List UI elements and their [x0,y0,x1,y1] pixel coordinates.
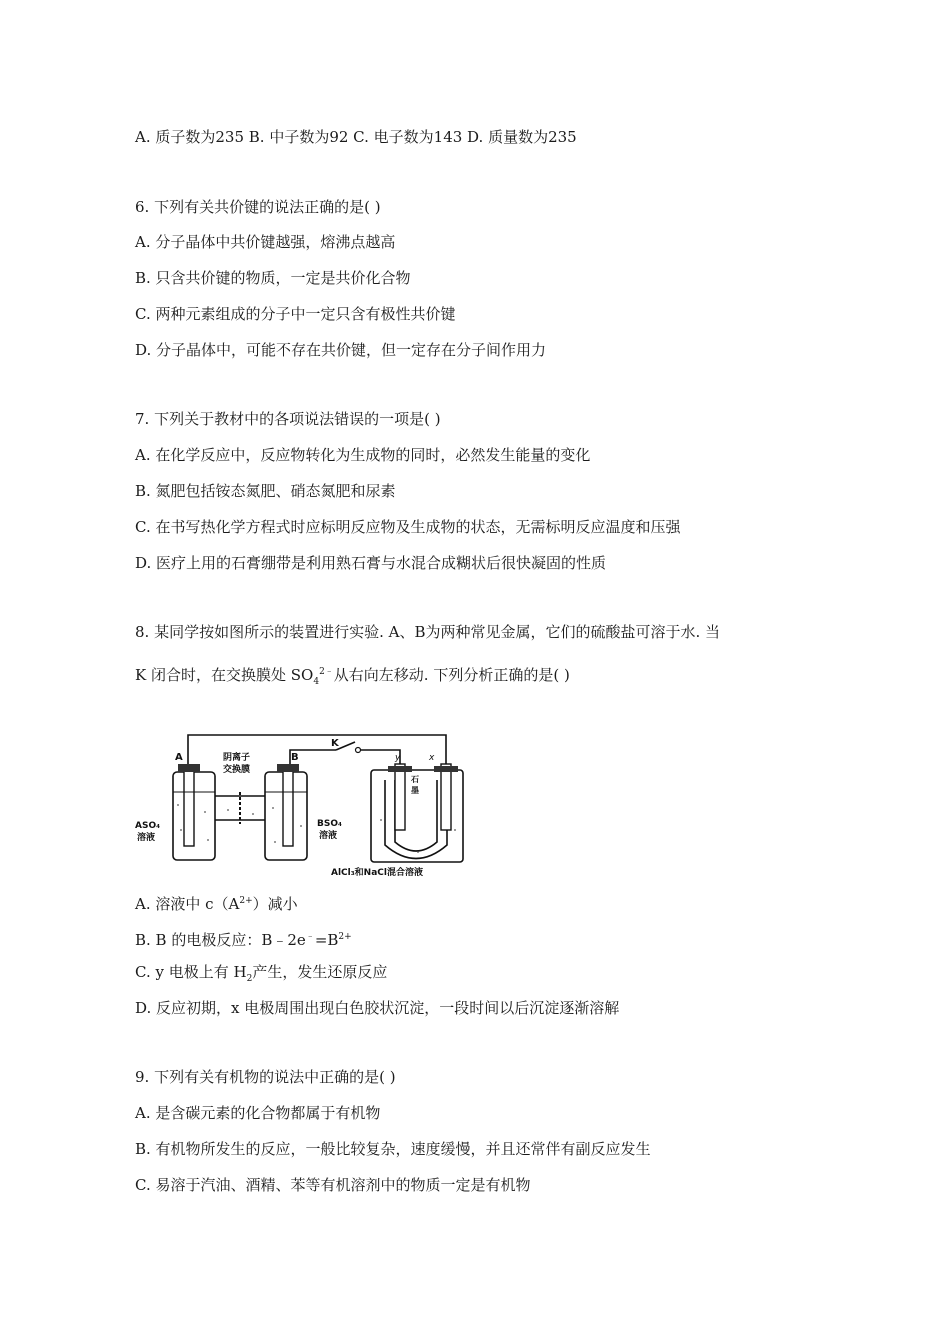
label-membrane-1: 阴离子 [223,753,251,763]
label-y: y [395,753,401,763]
q8-stem-sup: 2﹣ [319,667,334,677]
electrode-a-cap [178,764,200,772]
q7-option-d: D. 医疗上用的石膏绷带是利用熟石膏与水混合成糊状后很快凝固的性质 [135,554,607,572]
q8-option-b-pre: B. B 的电极反应：B﹣2e [135,931,306,949]
q8-option-a [135,891,298,914]
q5-options: A. 质子数为235 B. 中子数为92 C. 电子数为143 D. 质量数为235 [135,128,577,146]
q8-option-a-sup: 2+ [239,896,253,906]
q8-option-a-post: ）减小 [252,895,298,913]
q7-stem: 7. 下列关于教材中的各项说法错误的一项是( ) [135,410,441,428]
switch-k [336,742,355,750]
q7-option-c: C. 在书写热化学方程式时应标明反应物及生成物的状态，无需标明反应温度和压强 [135,518,681,536]
q9-option-c: C. 易溶于汽油、酒精、苯等有机溶剂中的物质一定是有机物 [135,1176,531,1194]
q9-stem: 9. 下列有关有机物的说法中正确的是( ) [135,1068,396,1086]
label-aso4-solution: 溶液 [137,833,156,843]
q6-option-b: B. 只含共价键的物质，一定是共价化合物 [135,269,411,287]
q8-option-b-sup2: 2+ [338,932,352,942]
label-a: A [175,752,183,763]
electrode-a [184,766,194,846]
label-aso4: ASO₄ [135,821,161,831]
label-x: x [429,753,435,763]
q8-option-c-sub: 2 [246,974,253,984]
q8-option-c [135,962,387,989]
electrochemistry-apparatus-diagram [133,730,473,880]
switch-contact [356,748,361,753]
q8-option-b-mid: =B [314,931,339,949]
q6-option-d: D. 分子晶体中，可能不存在共价键，但一定存在分子间作用力 [135,341,547,359]
electrode-x [441,764,451,830]
label-k: K [331,738,339,749]
q8-option-b-sup1: ﹣ [305,932,315,942]
q8-stem-sub: 4 [313,677,320,687]
label-bso4-solution: 溶液 [319,831,338,841]
q8-option-d: D. 反应初期，x 电极周围出现白色胶状沉淀，一段时间以后沉淀逐渐溶解 [135,999,620,1017]
electrode-y-cap [388,766,412,772]
q8-option-b [135,927,352,950]
q6-option-a: A. 分子晶体中共价键越强，熔沸点越高 [135,233,396,251]
q8-option-c-post: 产生，发生还原反应 [252,963,388,981]
q6-stem: 6. 下列有关共价键的说法正确的是( ) [135,198,381,216]
circuit-wire [188,735,446,768]
label-b: B [291,752,299,763]
electrode-b [283,766,293,846]
q9-option-b: B. 有机物所发生的反应，一般比较复杂，速度缓慢，并且还常伴有副反应发生 [135,1140,651,1158]
electrode-x-cap [434,766,458,772]
q8-option-a-pre: A. 溶液中 c（A [135,895,240,913]
q8-option-c-pre: C. y 电极上有 H [135,963,247,981]
q7-option-b: B. 氮肥包括铵态氮肥、硝态氮肥和尿素 [135,482,396,500]
label-graphite-2: 墨 [411,786,419,795]
label-bso4: BSO₄ [317,819,342,829]
label-mixed-solution: AlCl₃和NaCl混合溶液 [331,868,423,878]
electrode-b-cap [277,764,299,772]
q9-option-a: A. 是含碳元素的化合物都属于有机物 [135,1104,381,1122]
label-graphite-1: 石 [411,775,419,784]
q8-stem-line1: 8. 某同学按如图所示的装置进行实验. A、B为两种常见金属，它们的硫酸盐可溶于水. 当 [135,623,721,641]
q8-stem-line2-pre: K 闭合时，在交换膜处 SO [135,666,314,684]
electrode-y [395,764,405,830]
q6-option-c: C. 两种元素组成的分子中一定只含有极性共价键 [135,305,456,323]
q7-option-a: A. 在化学反应中，反应物转化为生成物的同时，必然发生能量的变化 [135,446,591,464]
q8-stem-line2-post: 从右向左移动. 下列分析正确的是( ) [333,666,570,684]
label-membrane-2: 交换膜 [223,765,251,775]
q8-stem-line2 [135,662,570,692]
